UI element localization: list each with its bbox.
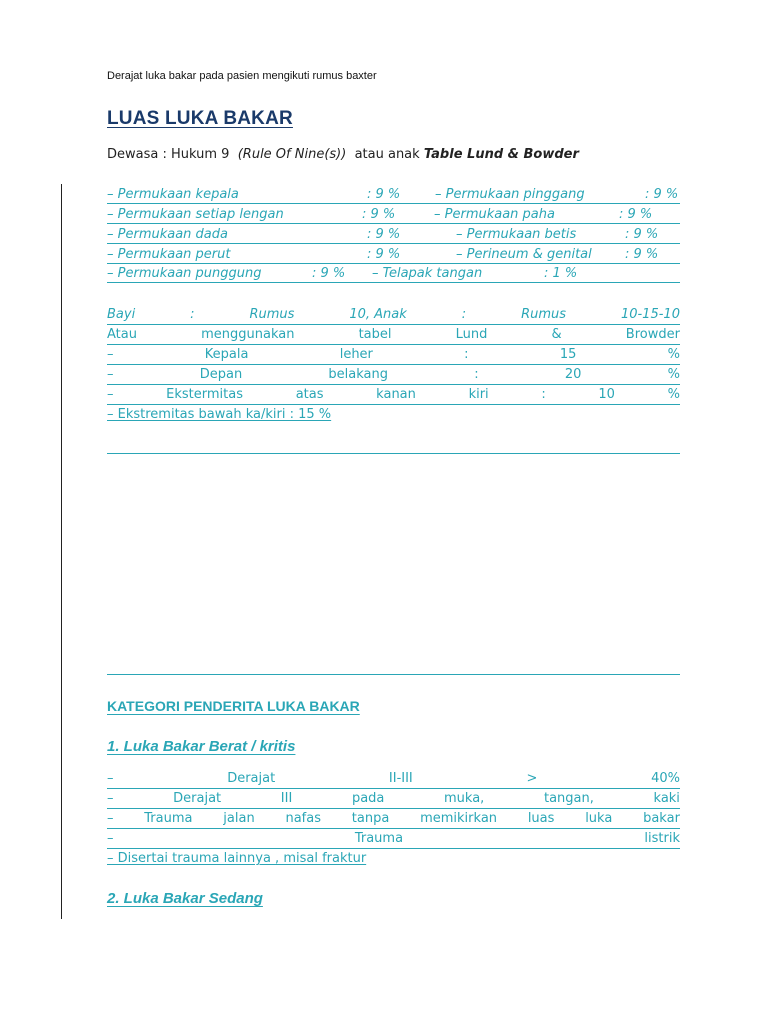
right-label: – Permukaan paha: [434, 207, 555, 222]
left-label: – Permukaan perut: [107, 247, 231, 262]
word: Rumus: [521, 307, 567, 322]
word: :: [541, 387, 546, 402]
word: Atau: [107, 327, 137, 342]
word: 40%: [651, 771, 680, 786]
left-value: : 9 %: [367, 187, 401, 202]
subtitle-mid: atau anak: [354, 147, 420, 162]
word: Lund: [455, 327, 488, 342]
divider-line: [107, 453, 680, 454]
word: nafas: [285, 811, 321, 826]
right-value: : 9 %: [645, 187, 679, 202]
word: Depan: [199, 367, 243, 382]
word: Rumus: [249, 307, 295, 322]
word: Ekstermitas: [166, 387, 244, 402]
word: kiri: [468, 387, 489, 402]
word: kaki: [653, 791, 680, 806]
word: %: [667, 347, 680, 362]
word: II-III: [388, 771, 413, 786]
right-label: – Perineum & genital: [456, 247, 592, 262]
word: 10-15-10: [620, 307, 680, 322]
word: luka: [585, 811, 613, 826]
word: Derajat: [227, 771, 276, 786]
left-value: : 9 %: [362, 207, 396, 222]
left-value: : 9 %: [367, 227, 401, 242]
word: Bayi: [107, 307, 136, 322]
word: kanan: [376, 387, 416, 402]
section1-row: [107, 791, 680, 809]
right-label: – Telapak tangan: [372, 266, 483, 281]
word: –: [107, 811, 114, 826]
word: Trauma: [354, 831, 404, 846]
right-value: : 9 %: [625, 247, 659, 262]
word: luas: [527, 811, 555, 826]
word: :: [474, 367, 479, 382]
word: %: [667, 367, 680, 382]
word: tabel: [358, 327, 392, 342]
lund-row: [107, 387, 680, 405]
word: belakang: [328, 367, 388, 382]
word: –: [107, 771, 114, 786]
word: >: [526, 771, 538, 786]
word: muka,: [444, 791, 485, 806]
word: –: [107, 791, 114, 806]
subtitle-rule: (Rule Of Nine(s)): [237, 147, 347, 162]
word: listrik: [644, 831, 680, 846]
left-label: – Permukaan punggung: [107, 266, 262, 281]
rule-of-nine-row: [107, 266, 680, 284]
section1-title: 1. Luka Bakar Berat / kritis: [107, 738, 296, 755]
section1-row: [107, 811, 680, 829]
word: –: [107, 347, 114, 362]
word: :: [464, 347, 469, 362]
right-value: : 1 %: [544, 266, 578, 281]
word: leher: [339, 347, 373, 362]
word: :: [190, 307, 195, 322]
word: Trauma: [144, 811, 193, 826]
word: 20: [564, 367, 582, 382]
lund-row: [107, 367, 680, 385]
word: :: [461, 307, 467, 322]
word: 10, Anak: [349, 307, 407, 322]
word: &: [551, 327, 562, 342]
rule-of-nine-row: [107, 207, 680, 225]
right-value: : 9 %: [625, 227, 659, 242]
word: –: [107, 367, 114, 382]
word: tanpa: [351, 811, 390, 826]
intro-text: Derajat luka bakar pada pasien mengikuti rumus baxter: [107, 70, 377, 82]
rule-of-nine-row: [107, 227, 680, 245]
word: pada: [351, 791, 385, 806]
lund-intro-row: [107, 327, 680, 345]
divider-line: [107, 674, 680, 675]
section1-last-row: – Disertai trauma lainnya , misal fraktur: [107, 851, 367, 866]
right-value: : 9 %: [619, 207, 653, 222]
subtitle: [107, 147, 579, 162]
word: Browder: [625, 327, 680, 342]
word: memikirkan: [420, 811, 498, 826]
word: jalan: [223, 811, 255, 826]
left-label: – Permukaan dada: [107, 227, 228, 242]
lund-last-row: – Ekstremitas bawah ka/kiri : 15 %: [107, 407, 332, 422]
word: %: [667, 387, 680, 402]
word: atas: [295, 387, 324, 402]
rule-of-nine-row: [107, 187, 680, 205]
margin-line: [61, 184, 62, 919]
rule-of-nine-row: [107, 247, 680, 265]
word: 15: [559, 347, 577, 362]
word: Kepala: [204, 347, 249, 362]
word: Derajat: [173, 791, 222, 806]
left-value: : 9 %: [367, 247, 401, 262]
category-title: KATEGORI PENDERITA LUKA BAKAR: [107, 698, 360, 714]
word: bakar: [643, 811, 680, 826]
left-label: – Permukaan setiap lengan: [107, 207, 284, 222]
right-label: – Permukaan pinggang: [435, 187, 585, 202]
bayi-row: [107, 307, 680, 325]
word: III: [280, 791, 293, 806]
word: menggunakan: [201, 327, 295, 342]
right-label: – Permukaan betis: [456, 227, 577, 242]
left-label: – Permukaan kepala: [107, 187, 239, 202]
subtitle-table: Table Lund & Bowder: [423, 147, 579, 162]
word: tangan,: [543, 791, 594, 806]
word: –: [107, 831, 114, 846]
page-title: LUAS LUKA BAKAR: [107, 108, 293, 129]
subtitle-prefix: Dewasa : Hukum 9: [107, 147, 230, 162]
section1-row: [107, 771, 680, 789]
word: 10: [598, 387, 615, 402]
left-value: : 9 %: [312, 266, 346, 281]
lund-row: [107, 347, 680, 365]
section2-title: 2. Luka Bakar Sedang: [107, 890, 263, 907]
word: –: [107, 387, 114, 402]
section1-row: [107, 831, 680, 849]
